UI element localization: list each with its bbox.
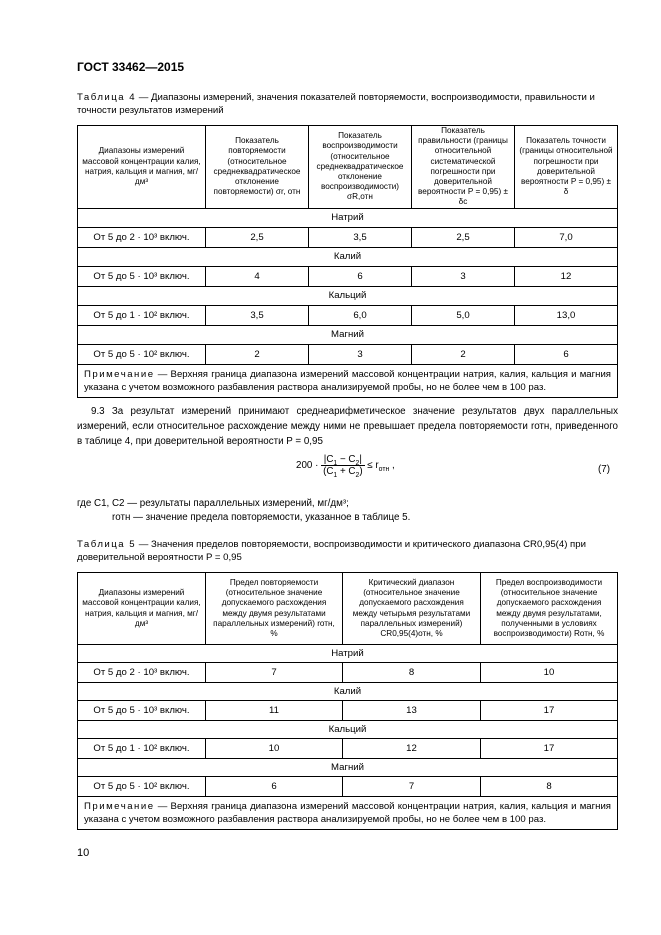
document-header: ГОСТ 33462—2015 (77, 60, 185, 74)
formula-number: (7) (598, 464, 610, 475)
table5-group-calcium: Кальций (78, 721, 618, 739)
table4-value-cell: 2,5 (206, 227, 309, 247)
table5-group-sodium: Натрий (78, 645, 618, 663)
table5-caption-label: Таблица 5 (77, 539, 137, 550)
table4-caption-label: Таблица 4 (77, 92, 137, 103)
table-row (78, 663, 618, 683)
table5-value-cell: 10 (206, 739, 343, 759)
table5-note-text: — Верхняя граница диапазона измерений массовой концентрации натрия, калия, кальция и магния указана с учетом возможного разбавления раствора анализируемой пробы, но не более чем в 100 раз. (84, 801, 611, 825)
table4-caption-text: — Диапазоны измерений, значения показателей повторяемости, воспроизводимости, правильности и точности результатов измерений (77, 92, 595, 116)
table5-value-cell: 8 (343, 663, 481, 683)
table5-value-cell: 12 (343, 739, 481, 759)
table5-value-cell: 7 (343, 777, 481, 797)
table4-group-potassium: Калий (78, 247, 618, 266)
table-row (78, 777, 618, 797)
table4-group-calcium: Кальций (78, 286, 618, 305)
table4-note (78, 364, 618, 397)
table4-value-cell: 6 (309, 266, 412, 286)
table5-group-magnesium: Магний (78, 759, 618, 777)
table5-caption-text: — Значения пределов повторяемости, воспроизводимости и критического диапазона CR0,95(4) при доверительной вероятности P = 0,95 (77, 539, 586, 563)
table4-col-header-accuracy: Показатель точности (границы относительной погрешности при доверительной вероятности P = 0,95) ± δ (515, 126, 618, 209)
table5 (77, 572, 618, 830)
table4-group-magnesium: Магний (78, 325, 618, 344)
table4-note-text: — Верхняя граница диапазона измерений массовой концентрации натрия, калия, кальция и магния указана с учетом возможного разбавления раствора анализируемой пробы, но не более чем в 100 раз. (84, 368, 611, 393)
table4-value-cell: 4 (206, 266, 309, 286)
table4-range-cell: От 5 до 2 · 10³ включ. (78, 227, 206, 247)
table5-caption (77, 538, 617, 564)
table-row (78, 701, 618, 721)
formula-7: 200 · $\frac{|C_1 - C_2|}{(C_1 + C_2)}$ ≤ $r_{отн}$ , (296, 454, 395, 479)
table4-range-cell: От 5 до 5 · 10² включ. (78, 344, 206, 364)
table5-value-cell: 11 (206, 701, 343, 721)
table5-header-row (78, 573, 618, 645)
section-9-3-text: 9.3 За результат измерений принимают среднеарифметическое значение результатов двух параллельных измерений, если относительное расхождение между ними не превышает предела повторяемости rотн, приведенного в таблице 4, при доверительной вероятности P = 0,95 (77, 406, 618, 447)
table4-caption (77, 91, 617, 117)
table5-range-cell: От 5 до 1 · 10² включ. (78, 739, 206, 759)
table5-value-cell: 17 (481, 701, 618, 721)
table5-col-header-critical-range: Критический диапазон (относительное значение допускаемого расхождения между четырьмя результатами параллельных измерений) CR0,95(4)отн, % (343, 573, 481, 645)
table5-col-header-range: Диапазоны измерений массовой концентрации калия, натрия, кальция и магния, мг/дм³ (78, 573, 206, 645)
table5-col-header-repeatability-limit: Предел повторяемости (относительное значение допускаемого расхождения между двумя результатами параллельных измерений) rотн, % (206, 573, 343, 645)
table4-col-header-trueness: Показатель правильности (границы относительной систематической погрешности при доверительной вероятности P = 0,95) ± δc (412, 126, 515, 209)
table4-value-cell: 6,0 (309, 305, 412, 325)
table4 (77, 125, 618, 398)
table4-value-cell: 3,5 (206, 305, 309, 325)
table4-value-cell: 3 (412, 266, 515, 286)
table5-value-cell: 7 (206, 663, 343, 683)
table4-col-header-range: Диапазоны измерений массовой концентрации калия, натрия, кальция и магния, мг/дм³ (78, 126, 206, 209)
where-line-1: где C1, C2 — результаты параллельных измерений, мг/дм³; (77, 498, 349, 509)
table5-range-cell: От 5 до 5 · 10³ включ. (78, 701, 206, 721)
table4-value-cell: 2 (206, 344, 309, 364)
table5-note-label: Примечание (84, 801, 155, 812)
table4-range-cell: От 5 до 1 · 10² включ. (78, 305, 206, 325)
table5-value-cell: 8 (481, 777, 618, 797)
table4-value-cell: 13,0 (515, 305, 618, 325)
table4-value-cell: 2,5 (412, 227, 515, 247)
table4-col-header-repeatability: Показатель повторяемости (относительное среднеквадратическое отклонение повторяемости) σr, отн (206, 126, 309, 209)
table5-group-potassium: Калий (78, 683, 618, 701)
table5-range-cell: От 5 до 2 · 10³ включ. (78, 663, 206, 683)
table4-range-cell: От 5 до 5 · 10³ включ. (78, 266, 206, 286)
table5-col-header-reproducibility-limit: Предел воспроизводимости (относительное значение допускаемого расхождения между двумя результатами, полученными в условиях воспроизводимости) Rотн, % (481, 573, 618, 645)
table4-note-label: Примечание (84, 368, 155, 380)
table4-value-cell: 12 (515, 266, 618, 286)
table5-value-cell: 6 (206, 777, 343, 797)
table4-value-cell: 5,0 (412, 305, 515, 325)
table4-header-row (78, 126, 618, 209)
table5-range-cell: От 5 до 5 · 10² включ. (78, 777, 206, 797)
table5-value-cell: 13 (343, 701, 481, 721)
table4-group-sodium: Натрий (78, 208, 618, 227)
page-number: 10 (77, 847, 90, 859)
table-row (78, 227, 618, 247)
table-row (78, 266, 618, 286)
table5-note (78, 797, 618, 830)
table-row (78, 344, 618, 364)
table4-value-cell: 3,5 (309, 227, 412, 247)
table5-value-cell: 10 (481, 663, 618, 683)
table5-value-cell: 17 (481, 739, 618, 759)
table4-value-cell: 7,0 (515, 227, 618, 247)
table-row (78, 305, 618, 325)
where-line-2: rотн — значение предела повторяемости, указанное в таблице 5. (112, 512, 411, 523)
table4-value-cell: 2 (412, 344, 515, 364)
table4-value-cell: 6 (515, 344, 618, 364)
table4-value-cell: 3 (309, 344, 412, 364)
table4-col-header-reproducibility: Показатель воспроизводимости (относительное среднеквадратическое отклонение воспроизводимости) σR,отн (309, 126, 412, 209)
table-row (78, 739, 618, 759)
